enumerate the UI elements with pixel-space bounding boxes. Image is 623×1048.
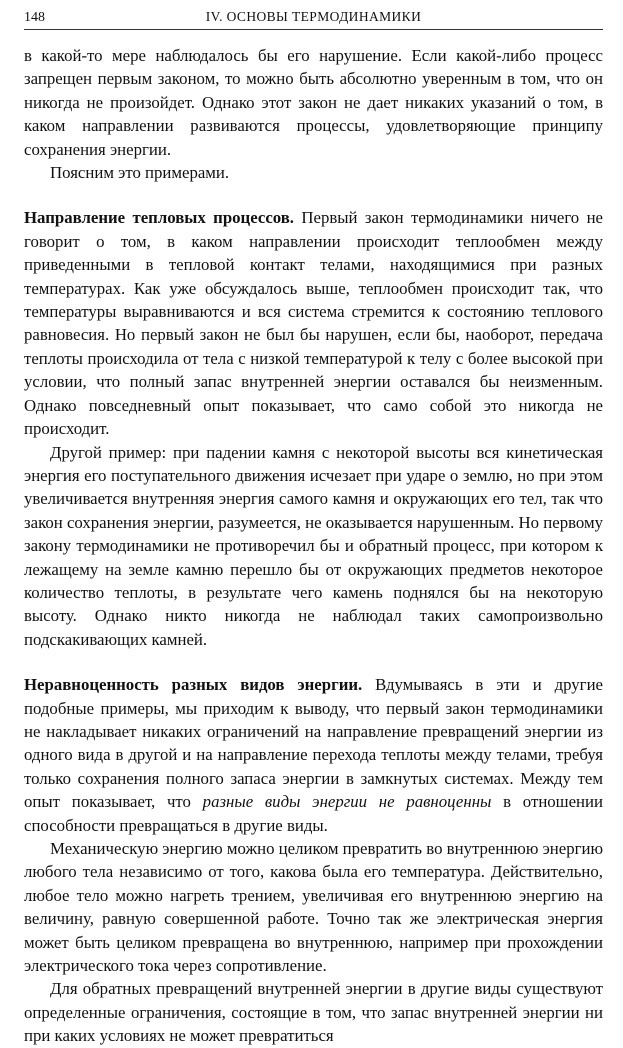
running-title: IV. ОСНОВЫ ТЕРМОДИНАМИКИ xyxy=(205,9,422,24)
paragraph-reverse-conversion: Для обратных превращений внутренней энергии в другие виды существуют определенные ограничения, состоящие в том, что запас внутренней энергии ни при каких условиях не может превратиться xyxy=(24,979,603,1046)
section-body-end: в отношении способности превращаться в другие виды. xyxy=(24,792,603,835)
paragraph-continued: в какой-то мере наблюдалось бы его нарушение. Если какой-либо процесс запрещен первым законом, то можно быть абсолютно уверенным в том, что он никогда не произойдет. Однако этот закон не дает никаких указаний о том, в каком направлении развиваются процессы, удовлетворяющие принципу сохранения энергии. xyxy=(24,46,603,159)
paragraph-mechanical-energy: Механическую энергию можно целиком превратить во внутреннюю энергию любого тела независимо от того, какова была его температура. Действительно, любое тело можно нагреть трением, увеличивая его внутреннюю энергию на величину, равную совершенной работе. Точно так же электрическая энергия может быть целиком превращена во внутреннюю, например при прохождении электрического тока через сопротивление. xyxy=(24,839,604,976)
section-body: Первый закон термодинамики ничего не говорит о том, в каком направлении происходит теплообмен между приведенными в тепловой контакт телами, находящимися при разных температурах. Как уже обсуждалось выше, теплообмен происходит так, что температуры выравниваются и вся система стремится к состоянию теплового равновесия. Но первый закон не был бы нарушен, если бы, наоборот, передача теплоты происходила от тела с низкой температурой к телу с более высокой при условии, что полный запас внутренней энергии оставался бы неизменным. Однако повседневный опыт показывает, что само собой это никогда не происходит. xyxy=(24,208,604,439)
page-header xyxy=(24,8,603,30)
paragraph-stone-example: Другой пример: при падении камня с некоторой высоты вся кинетическая энергия его поступательного движения исчезает при ударе о землю, но при этом увеличивается внутренняя энергия самого камня и окружающих его тел, так что закон сохранения энергии, разумеется, не оказывается нарушенным. Но первому закону термодинамики не противоречил бы и обратный процесс, при котором к лежащему на земле камню перешло бы от окружающих предметов некоторое количество теплоты, в результате чего камень поднялся бы на некоторую высоту. Однако никто никогда не наблюдал таких самопроизвольно подскакивающих камней. xyxy=(24,442,603,649)
section-heading: Неравноценность разных видов энергии. xyxy=(24,675,363,695)
page-number: 148 xyxy=(24,10,45,25)
section-heading: Направление тепловых процессов. xyxy=(24,208,294,228)
emphasis-text: разные виды энергии не равноценны xyxy=(202,792,492,812)
section-body: Вдумываясь в эти и другие подобные примеры, мы приходим к выводу, что первый закон термодинамики не накладывает никаких ограничений на направление превращений энергии из одного вида в другой и на направление перехода теплоты между телами, требуя только сохранения полного запаса энергии в замкнутых системах. Между тем опыт показывает, что xyxy=(24,675,603,812)
paragraph-examples-intro: Поясним это примерами. xyxy=(50,163,230,183)
section-energy-inequivalence xyxy=(24,673,603,837)
section-heat-direction xyxy=(24,206,603,440)
